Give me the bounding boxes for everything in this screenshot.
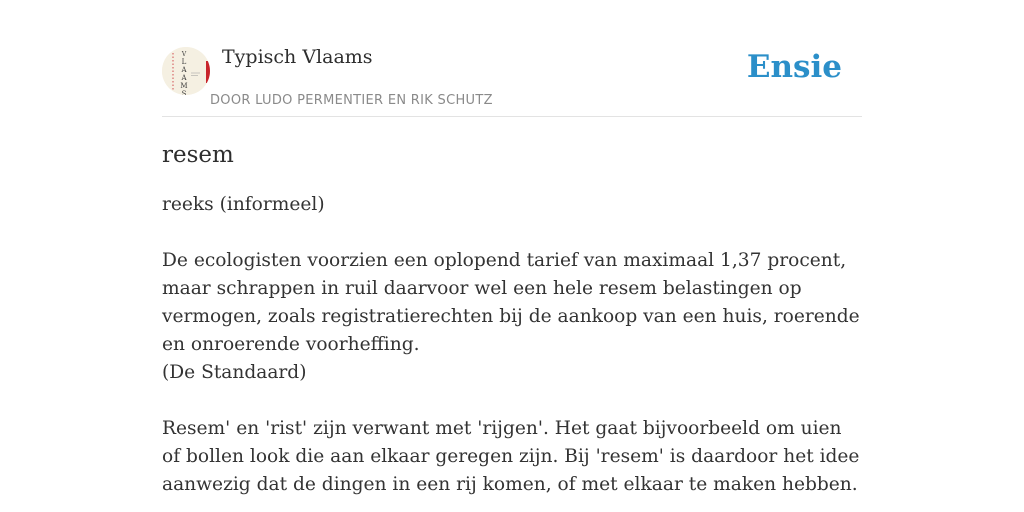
- entry-word: resem: [162, 142, 234, 168]
- logo-letter: L: [181, 58, 187, 66]
- book-authors: DOOR LUDO PERMENTIER EN RIK SCHUTZ: [210, 93, 493, 108]
- entry-explanation: Resem' en 'rist' zijn verwant met 'rijgen'. Het gaat bijvoorbeeld om uien of bollen look die aan elkaar geregen zijn. Bij 'resem' is daardoor het idee aanwezig dat de dingen in een rij komen, of met elkaar te maken hebben.: [162, 418, 860, 495]
- book-cover-logo[interactable]: [162, 47, 210, 95]
- example-quote-block: [162, 247, 862, 387]
- example-source: (De Standaard): [162, 362, 307, 383]
- entry-content: [162, 137, 862, 499]
- logo-letter: S: [181, 90, 187, 95]
- entry-definition: reeks (informeel): [162, 194, 325, 215]
- logo-letter: M: [180, 82, 188, 90]
- book-title[interactable]: Typisch Vlaams: [222, 46, 373, 68]
- ensie-logo-link[interactable]: Ensie: [746, 49, 842, 85]
- logo-letter: V: [181, 51, 187, 58]
- example-quote: De ecologisten voorzien een oplopend tarief van maximaal 1,37 procent, maar schrappen in ruil daarvoor wel een hele resem belastingen op vermogen, zoals registratierechten bij de aankoop van een huis, roerende en onroerende voorheffing.: [162, 250, 860, 355]
- site-header: [162, 44, 862, 117]
- logo-letter: A: [181, 74, 187, 82]
- book-cover-image: [162, 47, 210, 95]
- logo-letter: A: [181, 66, 187, 74]
